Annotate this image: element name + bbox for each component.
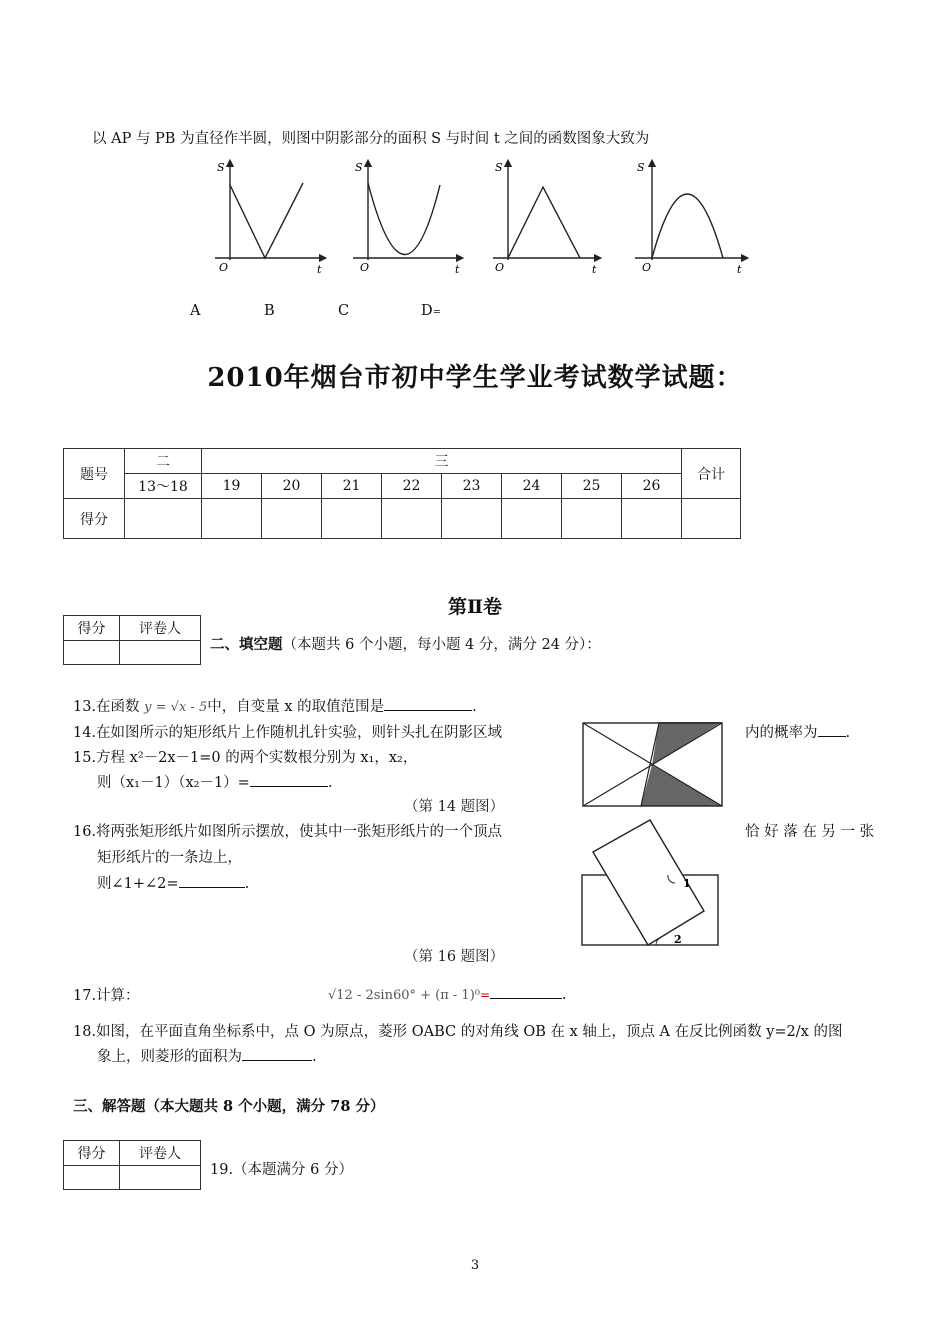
score-cell[interactable] bbox=[322, 499, 382, 539]
score-cell[interactable] bbox=[262, 499, 322, 539]
choice-c: C bbox=[338, 303, 350, 319]
group-three: 三 bbox=[202, 449, 682, 474]
score-cell[interactable] bbox=[682, 499, 741, 539]
graph-a-s: S bbox=[217, 161, 225, 174]
q17-equals: = bbox=[479, 988, 491, 1002]
graph-a-o: O bbox=[219, 261, 229, 274]
q18-line1: 18.如图，在平面直角坐标系中，点 O 为原点，菱形 OABC 的对角线 OB 在 x 轴上，顶点 A 在反比例函数 y=2/x 的图 bbox=[73, 1024, 843, 1040]
q16-line2: 矩形纸片的一条边上， bbox=[97, 850, 242, 866]
page-number: 3 bbox=[470, 1258, 480, 1273]
q15-blank[interactable] bbox=[250, 772, 328, 787]
q15-line1: 15.方程 x²－2x－1=0 的两个实数根分别为 x₁，x₂， bbox=[73, 750, 418, 766]
score-cell[interactable] bbox=[562, 499, 622, 539]
graph-a-t: t bbox=[317, 263, 322, 276]
q17-label: 17.计算： bbox=[73, 988, 140, 1004]
col-13-18: 13～18 bbox=[125, 474, 202, 499]
score-cell[interactable] bbox=[502, 499, 562, 539]
angle-1-label: 1 bbox=[683, 877, 691, 890]
col-26: 26 bbox=[622, 474, 682, 499]
graph-b-o: O bbox=[360, 261, 370, 274]
grader-table-2 bbox=[63, 1140, 201, 1190]
fill-heading: 二、填空题（本题共 6 个小题，每小题 4 分，满分 24 分）： bbox=[210, 636, 601, 653]
col-20: 20 bbox=[262, 474, 322, 499]
q14-blank[interactable] bbox=[818, 722, 846, 737]
q18-line2: 象上，则菱形的面积为 . bbox=[97, 1045, 317, 1066]
grader-label: 评卷人 bbox=[120, 1141, 201, 1166]
graph-b bbox=[353, 163, 460, 260]
function-graphs bbox=[205, 155, 765, 280]
grader-score-label: 得分 bbox=[64, 616, 120, 641]
q17-formula-line: √12 - 2sin60° + (π - 1)⁰= . bbox=[328, 984, 567, 1003]
q14-right: 内的概率为 . bbox=[745, 721, 850, 742]
grader-name-cell[interactable] bbox=[120, 1166, 201, 1190]
q16-line1: 16.将两张矩形纸片如图所示摆放，使其中一张矩形纸片的一个顶点 bbox=[73, 824, 503, 840]
score-cell[interactable] bbox=[202, 499, 262, 539]
score-row-label: 得分 bbox=[64, 499, 125, 539]
exam-title: 2010年烟台市初中学生学业考试数学试题： bbox=[207, 363, 743, 393]
q16-caption: （第 16 题图） bbox=[404, 949, 505, 965]
total-header: 合计 bbox=[682, 449, 741, 499]
q16-line3: 则∠1+∠2= . bbox=[97, 872, 249, 893]
choice-d: D= bbox=[421, 303, 442, 319]
graph-b-s: S bbox=[355, 161, 363, 174]
graph-a bbox=[215, 163, 323, 260]
choice-b: B bbox=[264, 303, 275, 319]
q14-caption: （第 14 题图） bbox=[404, 799, 505, 815]
section-3-heading: 三、解答题（本大题共 8 个小题，满分 78 分） bbox=[73, 1098, 385, 1115]
intro-text: 以 AP 与 PB 为直径作半圆，则图中阴影部分的面积 S 与时间 t 之间的函数图象大致为 bbox=[92, 131, 650, 147]
score-cell[interactable] bbox=[125, 499, 202, 539]
q17-formula: √12 - 2sin60° + (π - 1)⁰ bbox=[328, 988, 480, 1003]
graph-c-s: S bbox=[495, 161, 503, 174]
grader-label: 评卷人 bbox=[120, 616, 201, 641]
header-label: 题号 bbox=[64, 449, 125, 499]
grader-table-1 bbox=[63, 615, 201, 665]
col-21: 21 bbox=[322, 474, 382, 499]
q19: 19.（本题满分 6 分） bbox=[210, 1162, 354, 1178]
score-cell[interactable] bbox=[382, 499, 442, 539]
group-two: 二 bbox=[125, 449, 202, 474]
section-2-title: 第Ⅱ卷 bbox=[447, 596, 502, 618]
q13-formula: y = √x - 5 bbox=[144, 700, 208, 715]
graph-d bbox=[635, 163, 745, 260]
graph-c-o: O bbox=[495, 261, 505, 274]
graph-c-t: t bbox=[592, 263, 597, 276]
col-24: 24 bbox=[502, 474, 562, 499]
q14-text: 14.在如图所示的矩形纸片上作随机扎针实验，则针头扎在阴影区域 bbox=[73, 725, 503, 741]
q13-blank[interactable] bbox=[384, 696, 472, 711]
graph-b-t: t bbox=[455, 263, 460, 276]
choice-d-mark: = bbox=[432, 307, 442, 318]
q16-figure bbox=[578, 815, 723, 950]
graph-c bbox=[493, 163, 598, 260]
q15-line2: 则（x₁－1）（x₂－1）= . bbox=[97, 771, 332, 792]
score-cell[interactable] bbox=[622, 499, 682, 539]
angle-2-label: 2 bbox=[674, 933, 682, 946]
q16-blank[interactable] bbox=[179, 873, 245, 888]
graph-d-t: t bbox=[737, 263, 742, 276]
score-cell[interactable] bbox=[442, 499, 502, 539]
q16-right: 恰 好 落 在 另 一 张 bbox=[745, 824, 875, 840]
grader-score-label: 得分 bbox=[64, 1141, 120, 1166]
q17-blank[interactable] bbox=[490, 984, 562, 999]
col-25: 25 bbox=[562, 474, 622, 499]
graph-d-s: S bbox=[637, 161, 645, 174]
q18-blank[interactable] bbox=[242, 1046, 312, 1061]
col-23: 23 bbox=[442, 474, 502, 499]
grader-name-cell[interactable] bbox=[120, 641, 201, 665]
q14-figure bbox=[582, 722, 724, 808]
q13: 13.在函数 y = √x - 5中，自变量 x 的取值范围是 . bbox=[73, 695, 477, 716]
grader-score-cell[interactable] bbox=[64, 1166, 120, 1190]
col-19: 19 bbox=[202, 474, 262, 499]
col-22: 22 bbox=[382, 474, 442, 499]
graph-d-o: O bbox=[642, 261, 652, 274]
score-table bbox=[63, 448, 741, 539]
choice-a: A bbox=[190, 303, 201, 319]
grader-score-cell[interactable] bbox=[64, 641, 120, 665]
